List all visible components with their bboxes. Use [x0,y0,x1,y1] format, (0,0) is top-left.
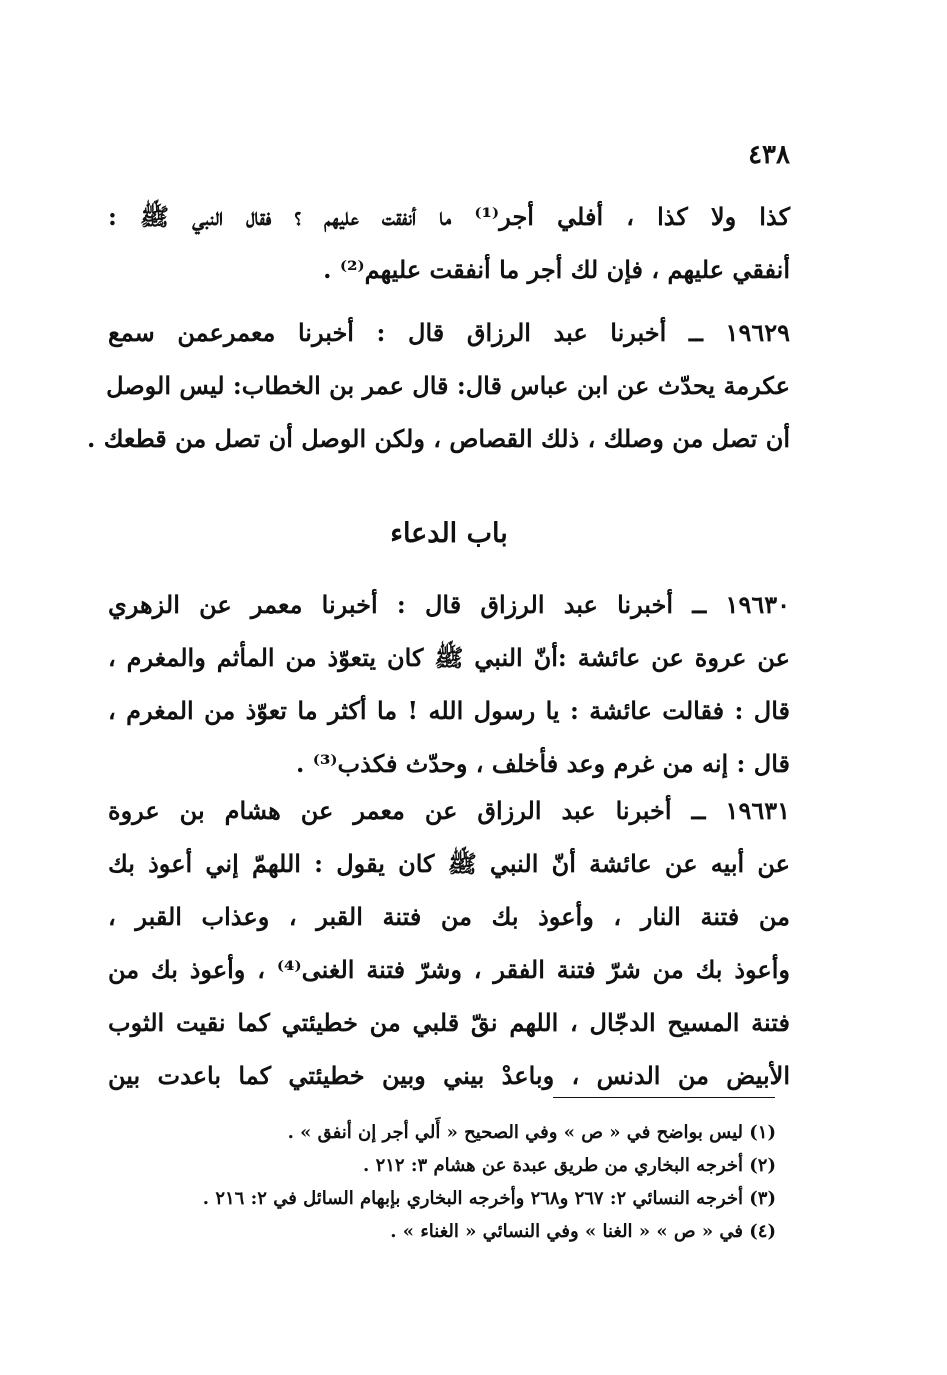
text-line: أن تصل من وصلك ، ذلك القصاص ، ولكن الوصل أن تصل من قطعك . [87,424,790,453]
text-line: عن عروة عن عائشة :أنّ النبي ﷺ كان يتعوّذ من المأثم والمغرم ، [108,643,790,672]
text-line: كذا ولا كذا ، أفلي أجر⁽¹⁾ ما أنفقت عليهم ؟ فقال النبي ﷺ : [108,202,791,231]
hadith-19631 [108,784,790,1102]
footnote: (٢) أخرجه البخاري من طريق عبدة عن هشام ٣: ٢١٢ . [363,1155,776,1176]
text-line: ١٩٦٣٠ ــ أخبرنا عبد الرزاق قال : أخبرنا معمر عن الزهري [108,590,790,619]
footnotes [108,1116,776,1248]
section-heading: باب الدعاء [390,518,508,549]
text-line: وأعوذ بك من شرّ فتنة الفقر ، وشرّ فتنة الغنى⁽⁴⁾ ، وأعوذ بك من [108,955,791,984]
text-line: عكرمة يحدّث عن ابن عباس قال: قال عمر بن الخطاب: ليس الوصل [106,371,790,400]
hadith-19630 [108,578,790,790]
footnote-divider [553,1097,775,1098]
text-line: عن أبيه عن عائشة أنّ النبي ﷺ كان يقول : اللهمّ إني أعوذ بك [108,849,790,878]
continuation-paragraph [108,190,790,296]
text-line: ١٩٦٢٩ ــ أخبرنا عبد الرزاق قال : أخبرنا معمرعمن سمع [108,318,790,347]
text-line: الأبيض من الدنس ، وباعدْ بيني وبين خطيئتي كما باعدت بين [108,1061,790,1090]
footnote: (١) ليس بواضح في « ص » وفي الصحيح « أَلي أجر إن أنفق » . [287,1122,776,1143]
footnote: (٣) أخرجه النسائي ٢: ٢٦٧ و٢٦٨ وأخرجه البخاري بإبهام السائل في ٢: ٢١٦ . [202,1188,776,1209]
text-line: قال : فقالت عائشة : يا رسول الله ! ما أكثر ما تعوّذ من المغرم ، [108,696,790,725]
text-line: فتنة المسيح الدجّال ، اللهم نقّ قلبي من خطيئتي كما نقيت الثوب [108,1008,790,1037]
text-line: قال : إنه من غرم وعد فأخلف ، وحدّث فكذب⁽³⁾ . [296,749,790,778]
text-line: أنفقي عليهم ، فإن لك أجر ما أنفقت عليهم⁽²⁾ . [323,255,790,284]
text-line: من فتنة النار ، وأعوذ بك من فتنة القبر ، وعذاب القبر ، [108,902,790,931]
page-number: ٤٣٨ [748,140,790,170]
hadith-19629 [87,306,790,465]
footnote: (٤) في « ص » « الغنا » وفي النسائي « الغناء » . [390,1221,776,1242]
text-line: ١٩٦٣١ ــ أخبرنا عبد الرزاق عن معمر عن هشام بن عروة [108,796,790,825]
